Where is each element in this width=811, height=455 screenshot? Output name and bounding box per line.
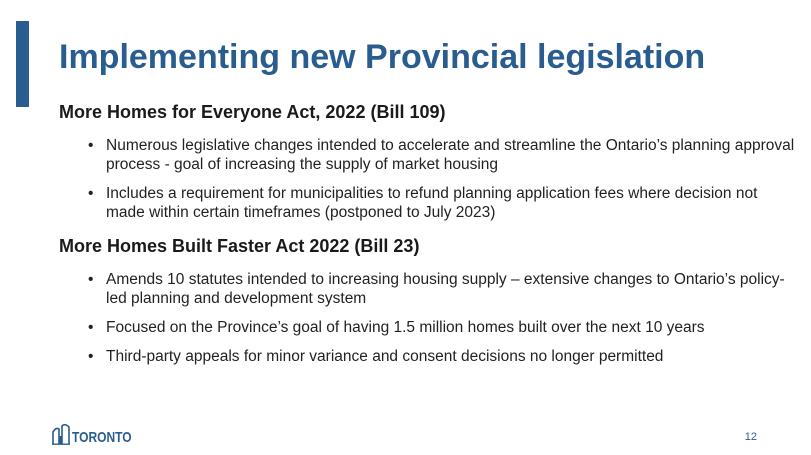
bullet-text: Third-party appeals for minor variance and consent decisions no longer permitted bbox=[106, 348, 664, 365]
bullet-text: Amends 10 statutes intended to increasing housing supply – extensive changes to Ontario’s policy-led planning and development system bbox=[106, 271, 785, 307]
city-hall-icon bbox=[52, 423, 70, 445]
list-item bbox=[88, 347, 799, 366]
slide-content bbox=[59, 100, 799, 366]
bullet-icon: • bbox=[88, 319, 94, 336]
logo-wordmark: TORONTO bbox=[72, 429, 132, 446]
list-item bbox=[88, 136, 799, 174]
list-item bbox=[88, 270, 799, 308]
list-item bbox=[88, 184, 799, 222]
bullet-icon: • bbox=[88, 137, 94, 154]
bullet-icon: • bbox=[88, 185, 94, 202]
bullet-icon: • bbox=[88, 348, 94, 365]
bill-109-bullet-list bbox=[59, 136, 799, 222]
slide-title: Implementing new Provincial legislation bbox=[59, 38, 706, 76]
bill-23-bullet-list bbox=[59, 270, 799, 366]
bullet-icon: • bbox=[88, 271, 94, 288]
title-accent-bar bbox=[16, 21, 29, 107]
bullet-text: Focused on the Province’s goal of having 1.5 million homes built over the next 10 years bbox=[106, 319, 705, 336]
bullet-text: Numerous legislative changes intended to accelerate and streamline the Ontario’s planning approval process - goal of increasing the supply of market housing bbox=[106, 137, 795, 173]
section-heading-bill-109: More Homes for Everyone Act, 2022 (Bill 109) bbox=[59, 102, 446, 122]
page-number: 12 bbox=[744, 431, 757, 443]
toronto-logo bbox=[52, 423, 146, 445]
section-heading-bill-23: More Homes Built Faster Act 2022 (Bill 23) bbox=[59, 236, 420, 256]
list-item bbox=[88, 318, 799, 337]
bullet-text: Includes a requirement for municipalities to refund planning application fees where decision not made within certain timeframes (postponed to July 2023) bbox=[106, 185, 758, 221]
